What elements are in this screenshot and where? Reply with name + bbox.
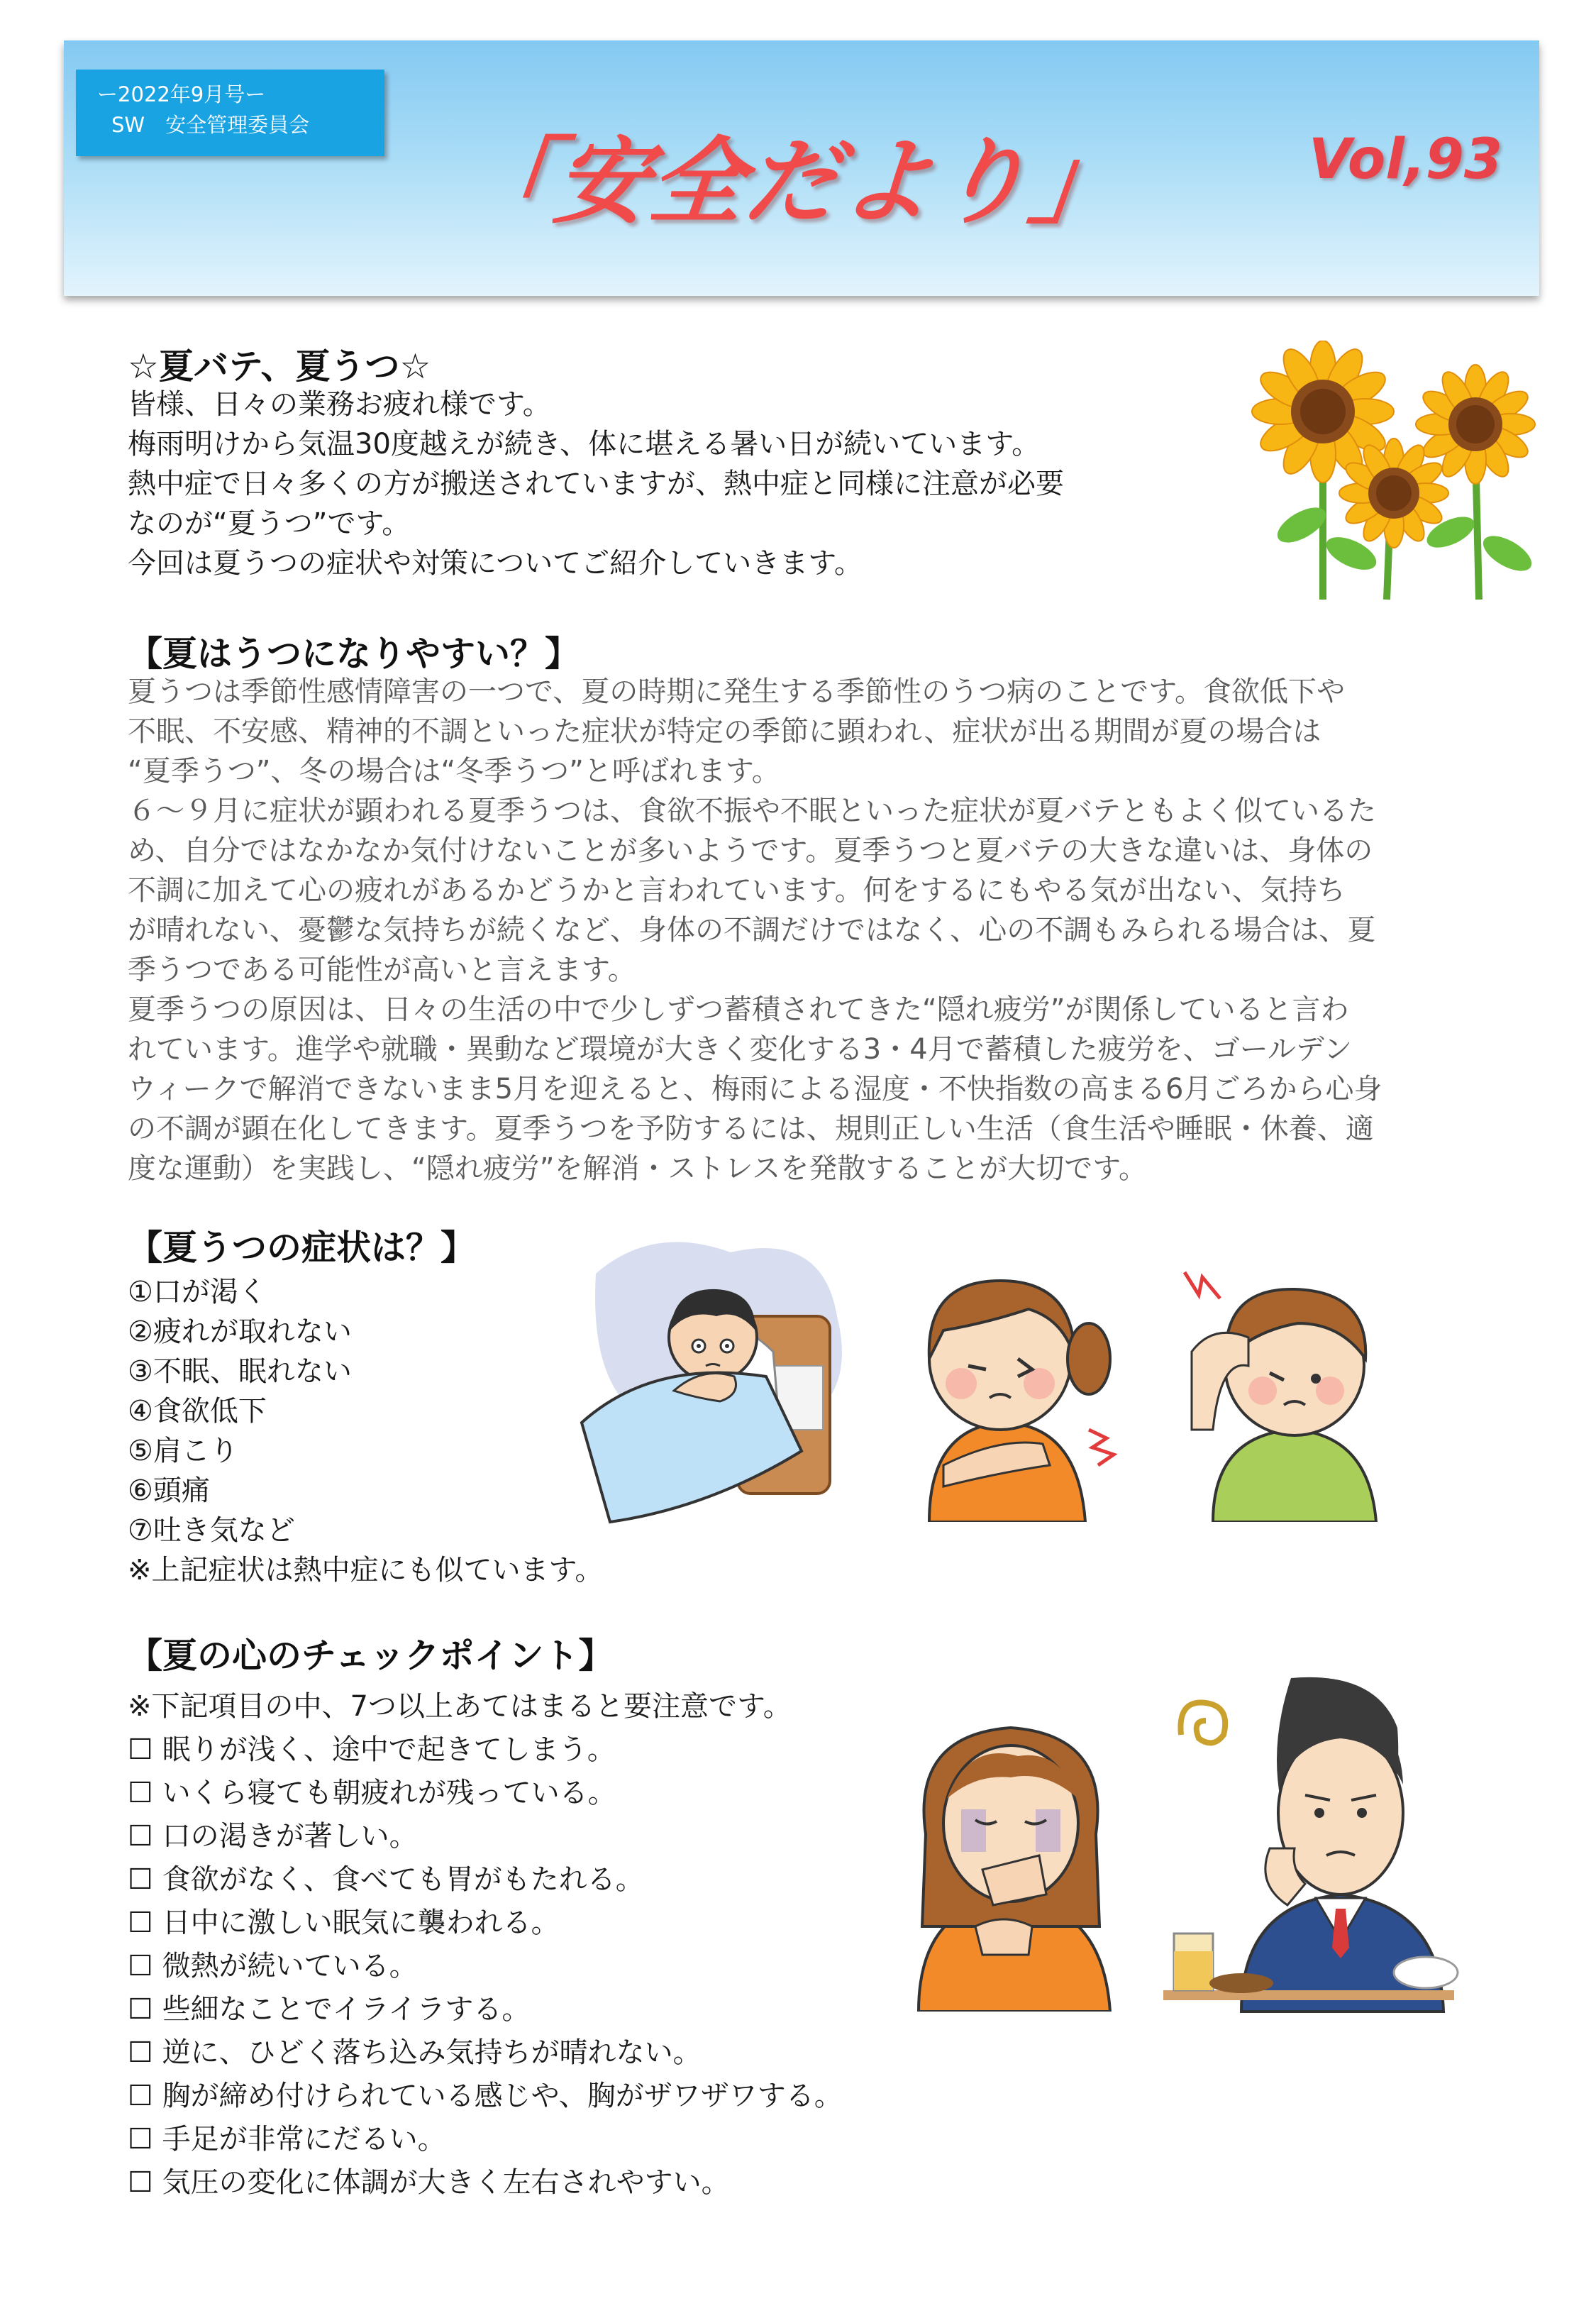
checklist-item[interactable]: ☐ 日中に激しい眠気に襲われる。 (128, 1907, 560, 1939)
shoulder-pain-illustration (901, 1252, 1128, 1522)
checklist-item[interactable]: ☐ 手足が非常にだるい。 (128, 2123, 446, 2156)
symptom-item: ①口が渇く (128, 1276, 267, 1308)
symptom-item: ④食欲低下 (128, 1395, 267, 1428)
symptom-note: ※上記症状は熱中症にも似ています。 (128, 1554, 604, 1587)
intro-text (128, 385, 1064, 583)
symptom-item: ②疲れが取れない (128, 1315, 352, 1348)
body-line: “夏季うつ”、冬の場合は“冬季うつ”と呼ばれます。 (128, 755, 780, 788)
body-line: 季うつである可能性が高いと言えます。 (128, 954, 636, 986)
symptom-item: ⑤肩こり (128, 1435, 238, 1467)
symptom-list (128, 1272, 603, 1590)
committee-name: SW 安全管理委員会 (111, 113, 310, 137)
checklist-item[interactable]: ☐ 微熱が続いている。 (128, 1950, 418, 1982)
section-heading-summer-depression: 【夏はうつになりやすい？】 (128, 634, 580, 674)
checklist-item[interactable]: ☐ 気圧の変化に体調が大きく左右されやすい。 (128, 2166, 730, 2199)
nausea-illustration (897, 1692, 1124, 2012)
checklist-item[interactable]: ☐ 食欲がなく、食べても胃がもたれる。 (128, 1863, 644, 1896)
headache-illustration (1163, 1252, 1412, 1522)
body-line: 不調に加えて心の疲れがあるかどうかと言われています。何をするにもやる気が出ない、気持ち (128, 874, 1346, 907)
body-line: ６～９月に症状が顕われる夏季うつは、食欲不振や不眠といった症状が夏バテともよく似ているた (128, 795, 1376, 827)
body-line: 度な運動）を実践し、“隠れ疲労”を解消・ストレスを発散することが大切です。 (128, 1152, 1148, 1185)
intro-line: 今回は夏うつの症状や対策についてご紹介していきます。 (128, 547, 863, 580)
intro-heading: ☆夏バテ、夏うつ☆ (128, 346, 431, 387)
issue-date: ー2022年9月号ー (97, 82, 266, 106)
body-line: ウィークで解消できないまま5月を迎えると、梅雨による湿度・不快指数の高まる6月ごろから心身 (128, 1073, 1382, 1105)
body-line: が晴れない、憂鬱な気持ちが続くなど、身体の不調だけではなく、心の不調もみられる場合は、夏 (128, 914, 1376, 947)
volume-number: Vol,93 (1309, 128, 1503, 192)
checklist-item[interactable]: ☐ 眠りが浅く、途中で起きてしまう。 (128, 1733, 616, 1766)
symptom-item: ⑦吐き気など (128, 1514, 295, 1547)
section-heading-symptoms: 【夏うつの症状は？】 (128, 1228, 476, 1268)
checklist-item[interactable]: ☐ 些細なことでイライラする。 (128, 1993, 531, 2026)
symptom-item: ⑥頭痛 (128, 1474, 210, 1507)
section-heading-checkpoints: 【夏の心のチェックポイント】 (128, 1635, 614, 1676)
body-line: 夏季うつの原因は、日々の生活の中で少しずつ蓄積されてきた“隠れ疲労”が関係していると言わ (128, 993, 1349, 1026)
section1-body (128, 672, 1382, 1188)
checklist-note: ※下記項目の中、7つ以上あてはまると要注意です。 (128, 1690, 792, 1723)
body-line: の不調が顕在化してきます。夏季うつを予防するには、規則正しい生活（食生活や睡眠・休養、適 (128, 1113, 1374, 1145)
fatigued-businessman-illustration (1163, 1671, 1461, 2019)
checklist-item[interactable]: ☐ 逆に、ひどく落ち込み気持ちが晴れない。 (128, 2036, 702, 2069)
checklist (128, 1685, 843, 2205)
intro-line: なのが“夏うつ”です。 (128, 507, 411, 540)
intro-line: 皆様、日々の業務お疲れ様です。 (128, 388, 551, 421)
newsletter-title: 「安全だより」 (454, 128, 1131, 237)
symptom-item: ③不眠、眠れない (128, 1355, 352, 1388)
body-line: れています。進学や就職・異動など環境が大きく変化する3・4月で蓄積した疲労を、ゴールデン (128, 1033, 1353, 1066)
issue-label-box (76, 70, 384, 156)
intro-line: 熱中症で日々多くの方が搬送されていますが、熱中症と同様に注意が必要 (128, 468, 1064, 500)
sunflowers-illustration (1245, 341, 1550, 603)
checklist-item[interactable]: ☐ 口の渇きが著しい。 (128, 1820, 418, 1853)
body-line: め、自分ではなかなか気付けないことが多いようです。夏季うつと夏バテの大きな違いは、身体の (128, 834, 1373, 867)
sick-in-bed-illustration (567, 1224, 865, 1536)
checklist-item[interactable]: ☐ いくら寝ても朝疲れが残っている。 (128, 1777, 616, 1809)
checklist-item[interactable]: ☐ 胸が締め付けられている感じや、胸がザワザワする。 (128, 2080, 843, 2112)
intro-line: 梅雨明けから気温30度越えが続き、体に堪える暑い日が続いています。 (128, 428, 1041, 460)
body-line: 不眠、不安感、精神的不調といった症状が特定の季節に顕われ、症状が出る期間が夏の場合は (128, 715, 1321, 748)
body-line: 夏うつは季節性感情障害の一つで、夏の時期に発生する季節性のうつ病のことです。食欲低下や (128, 675, 1345, 708)
